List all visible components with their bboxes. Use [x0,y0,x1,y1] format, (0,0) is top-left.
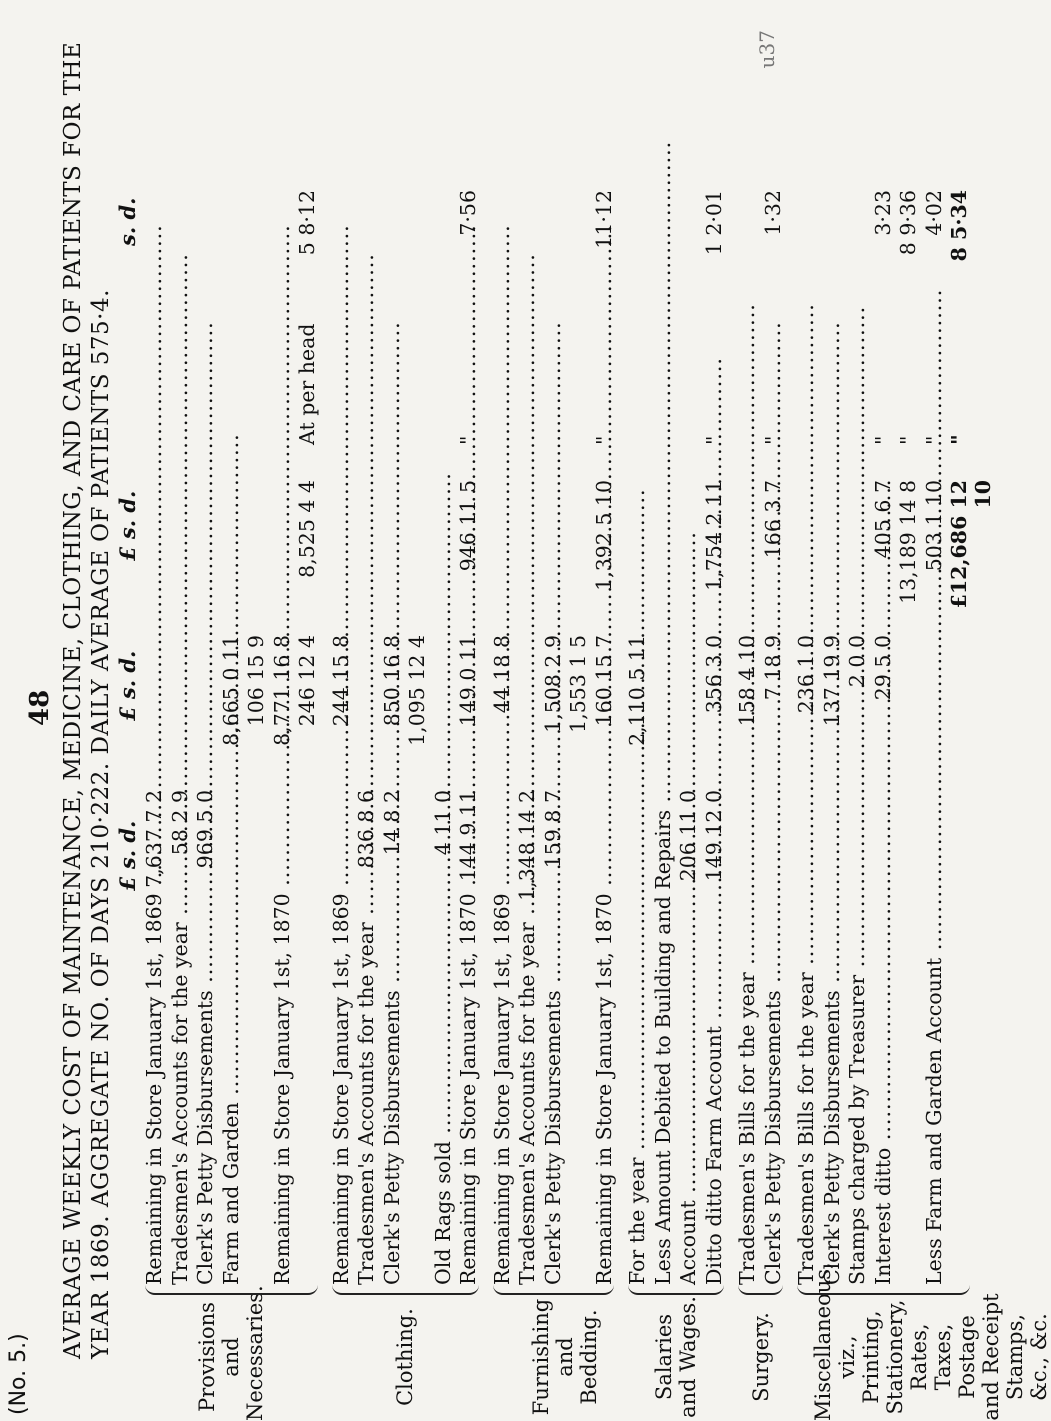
per-head-label: " [947,434,971,445]
amount-column-3: 8,525 4 4 [295,480,319,578]
amount-column-2: 1,095 12 4 [405,635,429,746]
table-row [625,0,650,1285]
category-label: Salaries and Wages. [652,1296,700,1418]
amount-column-2: 244 15 8 [328,635,353,727]
table-row [871,0,896,1285]
amount-column-2: 236 1 0 [794,635,818,714]
table-row [761,0,786,1285]
row-description: Clerk's Petty Disbursements ..... [761,915,785,1285]
amount-column-3: 166 3 7 [760,480,785,559]
table-row [354,0,379,1285]
table-row [845,0,870,1285]
row-description: Clerk's Petty Disbursements ..... [380,915,404,1285]
amount-column-3: 1,754 2 11 [701,480,726,591]
row-description: Tradesmen's Accounts for the year ..... [515,915,539,1285]
row-description: For the year ..... [625,915,649,1285]
category-label: Surgery. [748,1312,773,1402]
per-head-value: 7·56 [456,190,480,236]
amount-column-1: 159 8 7 [540,790,565,869]
per-head-label: " [456,435,480,445]
amount-column-2: 8,771 16 8 [269,635,294,746]
table-row [329,0,354,1285]
row-description: Tradesmen's Accounts for the year ..... [168,915,192,1285]
amount-column-2: 850 16 8 [379,635,404,727]
row-description: Clerk's Petty Disbursements ..... [541,915,565,1285]
table-row [244,0,269,1285]
row-description: Remaining in Store January 1st, 1869 ..... [142,915,166,1285]
amount-column-1: 149 12 0 [701,790,726,882]
amount-column-2: 149 0 11 [456,635,480,727]
amount-column-2: 246 12 4 [295,635,319,727]
table-row [735,0,760,1285]
column-header-per-head: s. d. [115,197,140,246]
table-row [922,0,947,1285]
table-row [541,0,566,1285]
per-head-label: At per head [295,323,319,445]
table-row [515,0,540,1285]
table-row [193,0,218,1285]
table-row [592,0,617,1285]
column-header-3: £ s. d. [115,490,140,561]
row-description: Remaining in Store January 1st, 1870 ..... [456,915,480,1285]
amount-column-3: 946 11 5 [456,480,480,572]
row-description: Tradesmen's Bills for the year ..... [794,915,818,1285]
row-description: Remaining in Store January 1st, 1869 ..... [490,915,514,1285]
amount-column-1: 58 2 9 [167,790,192,856]
amount-column-1: 206 11 0 [676,790,700,882]
per-head-value: 1 2·01 [701,190,726,256]
table-row [947,0,995,1285]
per-head-value: 11·12 [591,190,616,249]
page-number: 48 [25,689,55,726]
row-description: Clerk's Petty Disbursements ..... [193,915,217,1285]
category-label: Miscellaneous, viz., Printing, Stationery, Rates, Taxes, Postage and Receipt Stamps, &c., &c. [811,1262,1051,1421]
row-description: Remaining in Store January 1st, 1870 ..... [592,915,616,1285]
column-header-1: £ s. d. [115,820,140,891]
amount-column-2: 29 5 0 [870,635,895,701]
table-row [380,0,405,1285]
table-row [702,0,727,1285]
table-row [566,0,591,1285]
amount-column-3: 13,189 14 8 [896,480,920,604]
table-row [820,0,845,1285]
per-head-value: 3·23 [870,190,895,236]
row-description: Remaining in Store January 1st, 1870 ..... [270,915,294,1285]
amount-column-2: 106 15 9 [244,635,268,727]
page-title-line-1: AVERAGE WEEKLY COST OF MAINTENANCE, MEDICINE, CLOTHING, AND CARE OF PATIENTS FOR THE [60,41,86,1359]
table-row [676,0,701,1285]
per-head-value: 8 9·36 [896,190,920,256]
document-number: (No. 5.) [6,1333,31,1415]
table-row [405,0,430,1285]
table-row [142,0,167,1285]
row-description: Old Rags sold ..... [431,915,455,1285]
table-row [168,0,193,1285]
amount-column-3: 503 1 10 [921,480,946,572]
per-head-label: " [896,435,920,445]
row-description: Stamps charged by Treasurer ..... [845,915,869,1285]
table-row [295,0,320,1285]
table-row [219,0,244,1285]
amount-column-2: 44 18 8 [489,635,514,714]
amount-column-2: 160 15 7 [591,635,616,727]
category-label: Clothing. [393,1308,417,1406]
per-head-label: " [591,435,616,445]
table-row [794,0,819,1285]
amount-column-2: 158 4 10 [735,635,759,727]
table-row [431,0,456,1285]
amount-column-2: 8,665 0 11 [218,635,243,746]
amount-column-2: 1,508 2 9 [540,635,565,733]
amount-column-1: 14 8 2 [379,790,404,856]
amount-column-1: 7,637 7 2 [142,790,166,888]
amount-column-3: £12,686 12 10 [947,480,995,609]
table-row [456,0,481,1285]
row-description: Less Amount Debited to Building and Repairs ..... [651,915,675,1285]
amount-column-2: 7 18 9 [760,635,785,701]
per-head-value: 4·02 [921,190,946,236]
per-head-label: " [870,435,895,445]
row-description: Less Farm and Garden Account ..... [922,915,946,1285]
amount-column-1: 4 11 0 [430,790,455,856]
amount-column-1: 836 8 6 [354,790,378,869]
per-head-label: " [760,435,785,445]
amount-column-3: 405 6 7 [870,480,895,559]
category-label: Furnishing and Bedding. [529,1298,602,1416]
row-description: Tradesmen's Accounts for the year ..... [354,915,378,1285]
corner-mark: u37 [755,30,779,69]
table-row [270,0,295,1285]
amount-column-2: 2 0 0 [845,635,869,688]
row-description: Interest ditto ..... [871,915,895,1285]
amount-column-2: 356 3 0 [701,635,726,714]
amount-column-1: 1,348 14 2 [515,790,539,901]
table-row [651,0,676,1285]
amount-column-2: 137 19 9 [819,635,844,727]
category-label: Provisions and Necessaries. [195,1285,268,1421]
table-row [490,0,515,1285]
amount-column-2: 1,553 1 5 [566,635,590,733]
row-description: Clerk's Petty Disbursements ..... [820,915,844,1285]
row-description: Remaining in Store January 1st, 1869 ..... [329,915,353,1285]
table-row [896,0,921,1285]
per-head-label: " [921,435,946,445]
per-head-value: 8 5·34 [947,190,971,262]
row-description: Tradesmen's Bills for the year ..... [735,915,759,1285]
page-title-line-2: YEAR 1869. AGGREGATE NO. OF DAYS 210·222. DAILY AVERAGE OF PATIENTS 575·4. [88,289,114,1359]
column-header-2: £ s. d. [115,650,140,721]
amount-column-1: 144 9 11 [456,790,480,882]
amount-column-2: 2,110 5 11 [625,635,649,746]
per-head-value: 1·32 [760,190,785,236]
amount-column-3: 1,392 5 10 [591,480,616,591]
amount-column-1: 969 5 0 [193,790,217,869]
per-head-label: " [701,435,726,445]
row-description: Ditto ditto Farm Account ..... [702,915,726,1285]
row-description: Farm and Garden ..... [219,915,243,1285]
row-description: Account ..... [676,915,700,1285]
per-head-value: 5 8·12 [295,190,319,256]
